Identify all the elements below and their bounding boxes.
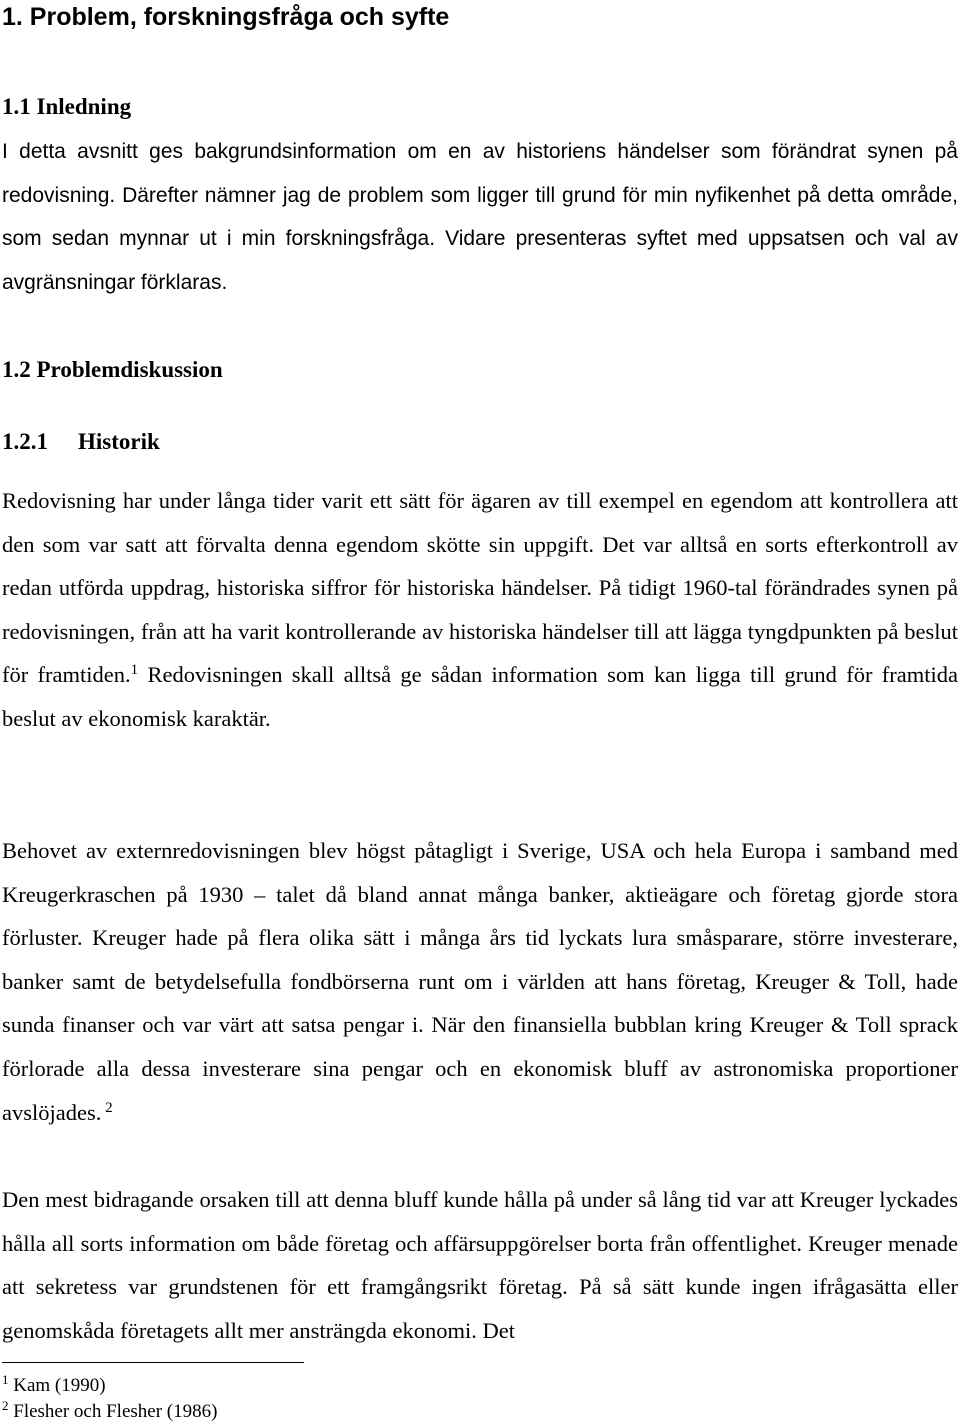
paragraph-1-text-continued: Redovisningen skall alltså ge sådan information som kan ligga till grund för framtida beslut av ekonomisk karaktär. <box>2 662 958 731</box>
footnotes <box>2 1373 217 1425</box>
footnote-1 <box>2 1373 217 1399</box>
footnote-text: Flesher och Flesher (1986) <box>8 1401 218 1422</box>
historik-paragraph-3: Den mest bidragande orsaken till att denna bluff kunde hålla på under så lång tid var att Kreuger lyckades hålla all sorts information om både företag och affärsuppgörelser borta från offentlighet. Kreuger menade att sekretess var grundstenen för ett framgångsrikt företag. På så sätt kunde ingen ifrågasätta eller genomskåda företagets allt mer ansträngda ekonomi. Det <box>2 1187 958 1343</box>
section-heading-problemdiskussion: 1.2 Problemdiskussion <box>2 357 223 382</box>
footnote-mark: 2 <box>2 1398 9 1413</box>
section-heading-inledning: 1.1 Inledning <box>2 94 132 119</box>
subsection-heading-historik <box>2 427 160 457</box>
paragraph-1-text: Redovisning har under långa tider varit ett sätt för ägaren av till exempel en egendom att kontrollera att den som var satt att förvalta denna egendom skötte sin uppgift. Det var alltså en sorts efterkontroll av redan utförda uppdrag, historiska siffror för historiska händelser. På tidigt 1960-tal förändrades synen på redovisningen, från att ha varit kontrollerande av historiska händelser till att lägga tyngdpunkten på beslut för framtiden. <box>2 488 958 688</box>
footnote-ref-1: 1 <box>130 662 139 679</box>
footnote-mark: 1 <box>2 1372 9 1387</box>
paragraph-2-text: Behovet av externredovisningen blev högst påtagligt i Sverige, USA och hela Europa i samband med Kreugerkraschen på 1930 – talet då bland annat många banker, aktieägare och företag gjorde stora förluster. Kreuger hade på flera olika sätt i många års tid lyckats lura småsparare, större investerare, banker samt de betydelsefulla fondbörserna runt om i världen att hans företag, Kreuger & Toll, hade sunda finanser och var värt att satsa pengar i. När den finansiella bubblan kring Kreuger & Toll sprack förlorade alla dessa investerare sina pengar och en ekonomisk bluff av astronomiska proportioner avslöjades. <box>2 838 958 1125</box>
inledning-paragraph: I detta avsnitt ges bakgrundsinformation om en av historiens händelser som förändrat synen på redovisning. Därefter nämner jag de problem som ligger till grund för min nyfikenhet på detta område, som sedan mynnar ut i min forskningsfråga. Vidare presenteras syftet med uppsatsen och val av avgränsningar förklaras. <box>2 140 958 294</box>
subsection-title: Historik <box>78 429 160 454</box>
subsection-number: 1.2.1 <box>2 429 48 454</box>
chapter-title: 1. Problem, forskningsfråga och syfte <box>2 3 450 31</box>
historik-paragraph-2 <box>2 829 958 1134</box>
footnote-divider <box>2 1362 304 1363</box>
footnote-2 <box>2 1399 217 1425</box>
historik-paragraph-1 <box>2 479 958 741</box>
footnote-ref-2: 2 <box>101 1099 113 1116</box>
footnote-text: Kam (1990) <box>8 1375 106 1396</box>
